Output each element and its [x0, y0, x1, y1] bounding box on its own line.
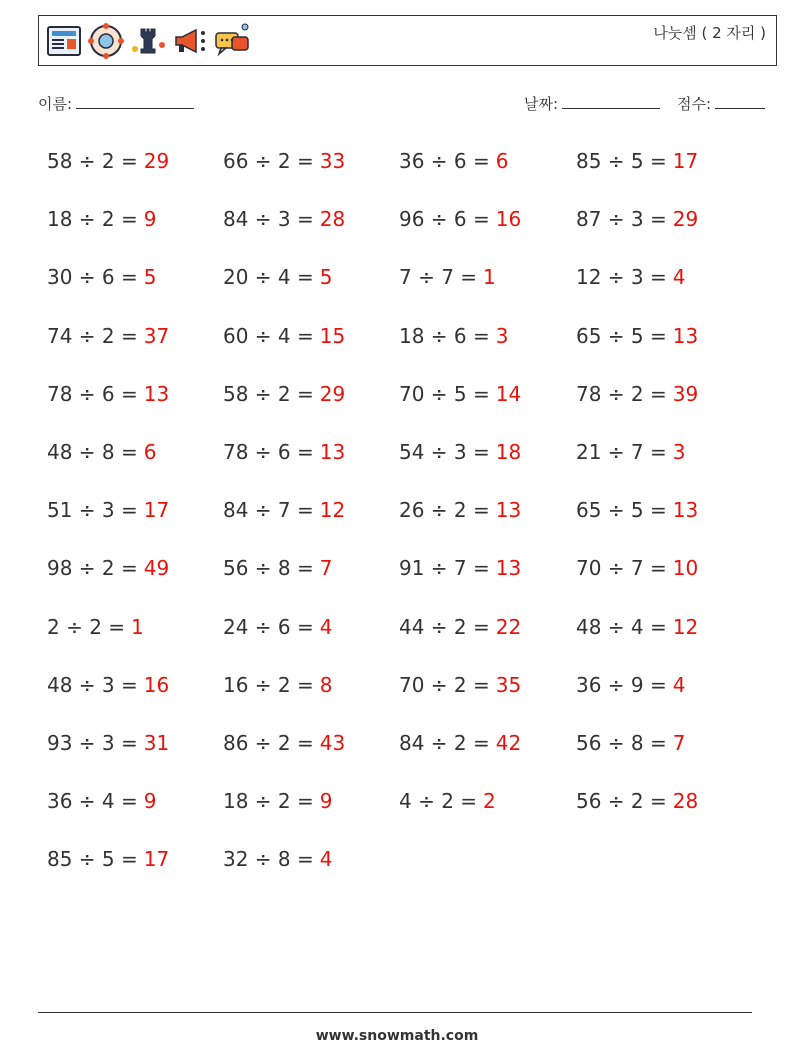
problem-item — [47, 431, 223, 473]
problem-question: 54 ÷ 3 = — [399, 439, 490, 464]
problem-answer: 16 — [495, 207, 522, 232]
worksheet-header — [38, 15, 777, 66]
problem-answer: 13 — [495, 556, 522, 581]
problem-question: 74 ÷ 2 = — [47, 323, 138, 348]
problem-item — [47, 140, 223, 182]
name-field[interactable] — [38, 93, 194, 114]
problem-item — [399, 489, 576, 531]
problem-question: 65 ÷ 5 = — [576, 498, 667, 523]
problem-answer: 13 — [672, 498, 699, 523]
problem-answer: 4 — [672, 265, 686, 290]
problem-item — [399, 722, 576, 764]
problem-question: 87 ÷ 3 = — [576, 207, 667, 232]
problem-item — [223, 547, 399, 589]
problem-item — [576, 373, 752, 415]
problem-answer: 49 — [143, 556, 170, 581]
problem-answer: 7 — [672, 730, 686, 755]
date-field[interactable] — [524, 93, 660, 114]
problem-answer: 6 — [143, 439, 157, 464]
problem-question: 18 ÷ 2 = — [47, 207, 138, 232]
problem-answer: 18 — [495, 439, 522, 464]
problem-item — [576, 315, 752, 357]
problem-question: 58 ÷ 2 = — [223, 381, 314, 406]
problem-answer: 28 — [672, 789, 699, 814]
problem-question: 85 ÷ 5 = — [576, 149, 667, 173]
footer-divider — [38, 1012, 752, 1013]
problem-item — [47, 315, 223, 357]
problem-question: 16 ÷ 2 = — [223, 672, 314, 697]
problem-item — [399, 606, 576, 648]
megaphone-icon — [170, 21, 210, 61]
problem-item — [576, 198, 752, 240]
problem-question: 12 ÷ 3 = — [576, 265, 667, 290]
problem-item — [399, 664, 576, 706]
problem-question: 60 ÷ 4 = — [223, 323, 314, 348]
problem-item — [399, 547, 576, 589]
problem-question: 78 ÷ 6 = — [223, 439, 314, 464]
problem-answer: 33 — [319, 149, 346, 173]
problem-item — [223, 838, 399, 880]
problem-item — [576, 664, 752, 706]
problem-item — [47, 722, 223, 764]
problem-item — [223, 722, 399, 764]
problem-question: 65 ÷ 5 = — [576, 323, 667, 348]
footer-url[interactable]: www.snowmath.com — [315, 1028, 479, 1044]
problem-answer: 29 — [672, 207, 699, 232]
problem-answer: 35 — [495, 672, 522, 697]
problem-question: 51 ÷ 3 = — [47, 498, 138, 523]
problem-answer: 29 — [143, 149, 170, 173]
problem-question: 56 ÷ 2 = — [576, 789, 667, 814]
problem-answer: 43 — [319, 730, 346, 755]
problem-question: 98 ÷ 2 = — [47, 556, 138, 581]
problem-question: 18 ÷ 6 = — [399, 323, 490, 348]
problem-question: 56 ÷ 8 = — [576, 730, 667, 755]
problem-item — [223, 431, 399, 473]
problem-question: 20 ÷ 4 = — [223, 265, 314, 290]
problem-answer: 31 — [143, 730, 170, 755]
problem-answer: 15 — [319, 323, 346, 348]
problem-item — [47, 838, 223, 880]
score-field[interactable] — [677, 93, 765, 114]
problem-item — [223, 664, 399, 706]
problem-item — [47, 547, 223, 589]
problem-item — [576, 722, 752, 764]
newspaper-icon — [44, 21, 84, 61]
problem-question: 86 ÷ 2 = — [223, 730, 314, 755]
problem-item — [576, 780, 752, 822]
problem-answer: 4 — [672, 672, 686, 697]
problem-item — [47, 489, 223, 531]
chat-bubbles-icon — [212, 21, 252, 61]
problem-question: 44 ÷ 2 = — [399, 614, 490, 639]
problem-question: 36 ÷ 9 = — [576, 672, 667, 697]
problem-answer: 2 — [483, 789, 496, 814]
problem-item — [399, 198, 576, 240]
problem-item — [223, 606, 399, 648]
problem-question: 24 ÷ 6 = — [223, 614, 314, 639]
problem-question: 78 ÷ 6 = — [47, 381, 138, 406]
problem-answer: 28 — [319, 207, 346, 232]
problem-answer: 17 — [143, 498, 170, 523]
problem-question: 48 ÷ 4 = — [576, 614, 667, 639]
problem-answer: 5 — [319, 265, 333, 290]
problem-answer: 4 — [319, 847, 333, 872]
problem-answer: 13 — [319, 439, 346, 464]
header-icons — [44, 21, 252, 61]
problem-question: 78 ÷ 2 = — [576, 381, 667, 406]
problem-answer: 10 — [672, 556, 699, 581]
problem-question: 48 ÷ 8 = — [47, 439, 138, 464]
problem-question: 96 ÷ 6 = — [399, 207, 490, 232]
problem-answer: 17 — [143, 847, 170, 872]
problem-answer: 29 — [319, 381, 346, 406]
problem-question: 48 ÷ 3 = — [47, 672, 138, 697]
problem-item — [576, 256, 752, 298]
problem-answer: 7 — [319, 556, 333, 581]
problem-question: 21 ÷ 7 = — [576, 439, 667, 464]
problem-answer: 17 — [672, 149, 699, 173]
score-label: 점수: — [677, 95, 712, 113]
problem-item — [399, 315, 576, 357]
problem-item — [47, 256, 223, 298]
problem-answer: 37 — [143, 323, 170, 348]
problem-answer: 8 — [319, 672, 333, 697]
problem-item — [223, 198, 399, 240]
problem-answer: 42 — [495, 730, 522, 755]
problem-answer: 16 — [143, 672, 170, 697]
problem-question: 26 ÷ 2 = — [399, 498, 490, 523]
problem-answer: 13 — [495, 498, 522, 523]
problem-item — [576, 140, 752, 182]
problem-answer: 4 — [319, 614, 333, 639]
problem-question: 36 ÷ 4 = — [47, 789, 138, 814]
problem-question: 56 ÷ 8 = — [223, 556, 314, 581]
problem-question: 7 ÷ 7 = — [399, 265, 478, 290]
problem-item — [399, 256, 576, 298]
problem-item — [47, 780, 223, 822]
problem-question: 84 ÷ 3 = — [223, 207, 314, 232]
problem-answer: 14 — [495, 381, 522, 406]
problem-answer: 3 — [495, 323, 509, 348]
problem-question: 70 ÷ 2 = — [399, 672, 490, 697]
score-blank[interactable] — [715, 94, 765, 109]
problem-answer: 12 — [319, 498, 346, 523]
problem-item — [576, 547, 752, 589]
name-blank[interactable] — [76, 94, 194, 109]
problem-question: 2 ÷ 2 = — [47, 614, 126, 639]
problem-question: 70 ÷ 7 = — [576, 556, 667, 581]
problem-item — [576, 606, 752, 648]
problem-answer: 6 — [495, 149, 509, 173]
date-label: 날짜: — [524, 95, 559, 113]
people-circle-icon — [86, 21, 126, 61]
problem-item — [47, 664, 223, 706]
problem-question: 32 ÷ 8 = — [223, 847, 314, 872]
problem-item — [223, 315, 399, 357]
problem-item — [223, 780, 399, 822]
problem-question: 66 ÷ 2 = — [223, 149, 314, 173]
problem-answer: 13 — [143, 381, 170, 406]
problem-item — [223, 373, 399, 415]
problem-question: 84 ÷ 7 = — [223, 498, 314, 523]
problem-answer: 5 — [143, 265, 157, 290]
problem-answer: 3 — [672, 439, 686, 464]
problem-item — [223, 140, 399, 182]
problem-answer: 22 — [495, 614, 522, 639]
problem-item — [47, 373, 223, 415]
problem-item — [399, 431, 576, 473]
problem-question: 91 ÷ 7 = — [399, 556, 490, 581]
problem-answer: 9 — [143, 789, 157, 814]
problem-question: 93 ÷ 3 = — [47, 730, 138, 755]
problem-question: 84 ÷ 2 = — [399, 730, 490, 755]
problem-answer: 13 — [672, 323, 699, 348]
problem-item — [47, 198, 223, 240]
problem-item — [399, 780, 576, 822]
problem-item — [47, 606, 223, 648]
problem-question: 4 ÷ 2 = — [399, 789, 478, 814]
problem-answer: 9 — [319, 789, 333, 814]
problem-item — [399, 373, 576, 415]
problem-answer: 1 — [483, 265, 496, 290]
problem-question: 58 ÷ 2 = — [47, 149, 138, 173]
problem-item — [576, 489, 752, 531]
problem-question: 70 ÷ 5 = — [399, 381, 490, 406]
problem-item — [223, 489, 399, 531]
problem-answer: 39 — [672, 381, 699, 406]
date-blank[interactable] — [562, 94, 660, 109]
problem-question: 85 ÷ 5 = — [47, 847, 138, 872]
worksheet-title: 나눗셈 ( 2 자리 ) — [653, 24, 766, 42]
problem-item — [399, 140, 576, 182]
problem-answer: 12 — [672, 614, 699, 639]
problem-answer: 9 — [143, 207, 157, 232]
chess-rook-icon — [128, 21, 168, 61]
problem-question: 36 ÷ 6 = — [399, 149, 490, 173]
problem-answer: 1 — [131, 614, 144, 639]
problem-grid — [47, 140, 752, 896]
name-label: 이름: — [38, 95, 73, 113]
problem-item — [576, 431, 752, 473]
problem-item — [223, 256, 399, 298]
problem-question: 30 ÷ 6 = — [47, 265, 138, 290]
problem-question: 18 ÷ 2 = — [223, 789, 314, 814]
